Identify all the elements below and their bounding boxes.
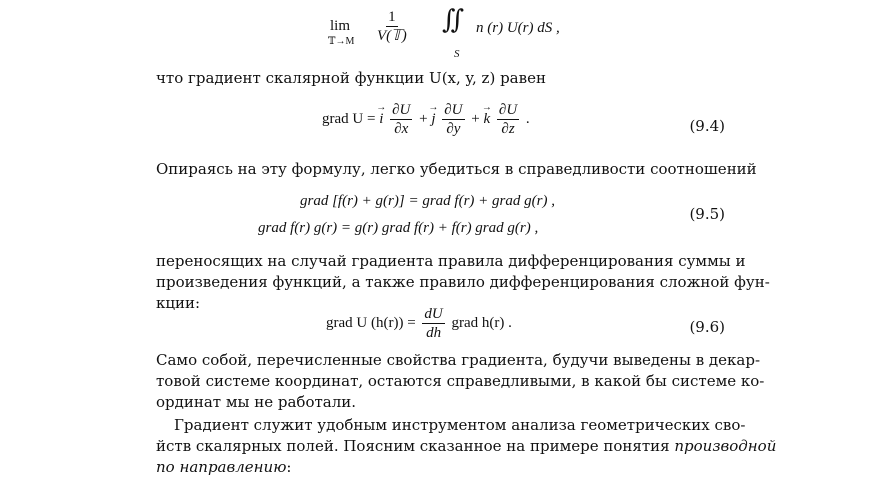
- equation-9-5-line-1: grad [f(r) + g(r)] = grad f(r) + grad g(r) ,: [300, 193, 555, 209]
- eq94-plus-1: +: [419, 110, 428, 127]
- paragraph-3-line-3: кции:: [156, 294, 201, 312]
- eq96-rhs: grad h(r) .: [451, 314, 512, 331]
- fraction-numerator: 1: [388, 9, 396, 25]
- limit-fraction: [372, 8, 412, 45]
- eq94-end: .: [525, 110, 530, 127]
- eq94-num-2: ∂U: [444, 102, 463, 118]
- eq94-num-1: ∂U: [392, 102, 411, 118]
- unit-vector-k: → k: [483, 109, 490, 129]
- paragraph-5-line-3: [156, 457, 291, 477]
- paragraph-5-line-1: Градиент служит удобным инструментом анализа геометрических сво-: [174, 416, 746, 434]
- eq94-den-1: ∂x: [394, 121, 409, 137]
- eq96-num: dU: [424, 306, 443, 322]
- equation-number-9-6: (9.6): [689, 318, 725, 336]
- equation-9-5-line-2: grad f(r) g(r) = g(r) grad f(r) + f(r) grad g(r) ,: [258, 220, 539, 236]
- paragraph-3-line-1: переносящих на случай градиента правила дифференцирования суммы и: [156, 252, 746, 270]
- paragraph-3-line-2: произведения функций, а также правило дифференцирования сложной фун-: [156, 273, 770, 291]
- lim-word: lim: [330, 18, 351, 34]
- term-derivative: производной: [674, 437, 777, 455]
- paragraph-relations: Опираясь на эту формулу, легко убедиться в справедливости соотношений: [156, 160, 757, 178]
- eq96-den: dh: [426, 325, 442, 341]
- integral-domain: S: [454, 48, 460, 60]
- eq94-den-2: ∂y: [446, 121, 461, 137]
- eq96-lhs: grad U (h(r)) =: [326, 314, 416, 331]
- paragraph-5-line-2-text: йств скалярных полей. Поясним сказанное на примере понятия: [156, 437, 675, 455]
- lim-subscript: 𝕋→M: [328, 36, 355, 47]
- equation-number-9-5: (9.5): [689, 205, 725, 223]
- eq94-den-3: ∂z: [501, 121, 515, 137]
- eq94-lhs: grad U =: [322, 110, 376, 127]
- paragraph-gradient-intro: что градиент скалярной функции U(x, y, z) равен: [156, 69, 546, 87]
- equation-9-6: [326, 305, 512, 342]
- unit-vector-i: → i: [379, 109, 383, 129]
- paragraph-5-line-2: [156, 436, 776, 456]
- paragraph-4-line-2: товой системе координат, остаются справедливыми, в какой бы системе ко-: [156, 372, 765, 390]
- integrand: n (r) U(r) dS ,: [476, 20, 560, 36]
- eq94-plus-2: +: [471, 110, 480, 127]
- paragraph-4-line-1: Само собой, перечисленные свойства градиента, будучи выведены в декар-: [156, 351, 761, 369]
- unit-vector-j: → j: [431, 109, 435, 129]
- paragraph-5-colon: :: [286, 458, 292, 476]
- fraction-denominator: V(𝕋): [377, 28, 407, 44]
- double-integral-sign: ∬: [442, 5, 465, 34]
- eq94-num-3: ∂U: [498, 102, 518, 118]
- equation-9-4: [322, 101, 530, 138]
- paragraph-4-line-3: ординат мы не работали.: [156, 393, 357, 411]
- term-direction: по направлению: [156, 458, 287, 476]
- equation-number-9-4: (9.4): [689, 117, 725, 135]
